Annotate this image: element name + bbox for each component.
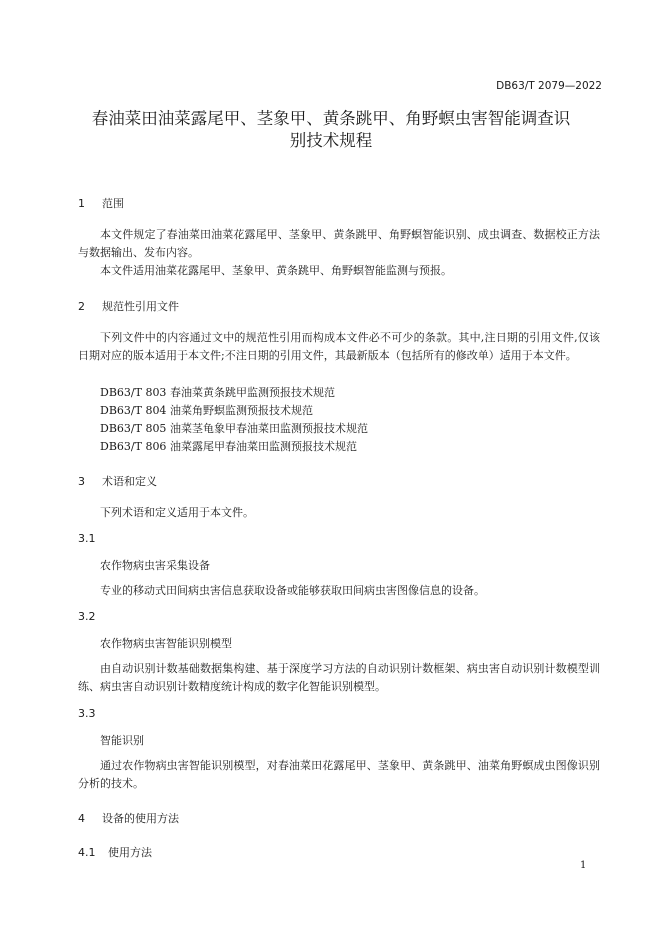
term-3-1-definition: 专业的移动式田间病虫害信息获取设备或能够获取田间病虫害图像信息的设备。 xyxy=(100,584,485,597)
section-number: 3 xyxy=(78,475,85,488)
section-4-heading xyxy=(78,810,179,826)
reference-title: 油菜茎龟象甲春油菜田监测预报技术规范 xyxy=(170,422,368,435)
reference-title: 油菜露尾甲春油菜田监测预报技术规范 xyxy=(170,440,357,453)
document-number: DB63/T 2079—2022 xyxy=(496,80,602,92)
term-3-3-name: 智能识别 xyxy=(100,734,144,747)
reference-code: DB63/T 803 xyxy=(100,386,167,399)
section-title: 设备的使用方法 xyxy=(102,812,179,825)
reference-code: DB63/T 806 xyxy=(100,440,167,453)
subsection-number: 4.1 xyxy=(78,846,96,859)
reference-item xyxy=(100,438,357,454)
term-3-2-name: 农作物病虫害智能识别模型 xyxy=(100,637,232,650)
section-3-paragraph-1: 下列术语和定义适用于本文件。 xyxy=(100,506,254,519)
reference-item xyxy=(100,402,313,418)
subsection-title: 使用方法 xyxy=(108,846,152,859)
section-title: 术语和定义 xyxy=(102,475,157,488)
page-number: 1 xyxy=(580,860,587,871)
document-title xyxy=(70,108,592,152)
term-3-2-number: 3.2 xyxy=(78,610,96,623)
reference-code: DB63/T 805 xyxy=(100,422,167,435)
section-title: 范围 xyxy=(102,197,124,210)
section-number: 2 xyxy=(78,300,85,313)
section-2-heading xyxy=(78,298,179,314)
reference-item xyxy=(100,384,335,400)
title-line-1: 春油菜田油菜露尾甲、茎象甲、黄条跳甲、角野螟虫害智能调查识 xyxy=(91,109,571,128)
section-title: 规范性引用文件 xyxy=(102,300,179,313)
term-3-3-definition: 通过农作物病虫害智能识别模型，对春油菜田花露尾甲、茎象甲、黄条跳甲、油菜角野螟成虫图像识别分析的技术。 xyxy=(78,759,600,790)
section-number: 1 xyxy=(78,197,85,210)
title-line-2: 别技术规程 xyxy=(289,131,373,150)
section-1-paragraph-1: 本文件规定了春油菜田油菜花露尾甲、茎象甲、黄条跳甲、角野螟智能识别、成虫调查、数据校正方法与数据输出、发布内容。 xyxy=(78,228,600,259)
term-3-3-number: 3.3 xyxy=(78,707,96,720)
section-4-1-heading xyxy=(78,844,152,860)
section-2-paragraph-1: 下列文件中的内容通过文中的规范性引用而构成本文件必不可少的条款。其中,注日期的引用文件,仅该日期对应的版本适用于本文件;不注日期的引用文件，其最新版本（包括所有的修改单）适用于本文件。 xyxy=(78,331,600,362)
reference-title: 油菜角野螟监测预报技术规范 xyxy=(170,404,313,417)
reference-title: 春油菜黄条跳甲监测预报技术规范 xyxy=(170,386,335,399)
section-3-heading xyxy=(78,473,157,489)
term-3-1-number: 3.1 xyxy=(78,532,96,545)
section-1-heading xyxy=(78,195,124,211)
reference-item xyxy=(100,420,368,436)
reference-code: DB63/T 804 xyxy=(100,404,167,417)
section-1-paragraph-2: 本文件适用油菜花露尾甲、茎象甲、黄条跳甲、角野螟智能监测与预报。 xyxy=(100,264,452,277)
term-3-2-definition: 由自动识别计数基础数据集构建、基于深度学习方法的自动识别计数框架、病虫害自动识别计数模型训练、病虫害自动识别计数精度统计构成的数字化智能识别模型。 xyxy=(78,662,600,693)
term-3-1-name: 农作物病虫害采集设备 xyxy=(100,559,210,572)
section-number: 4 xyxy=(78,812,85,825)
